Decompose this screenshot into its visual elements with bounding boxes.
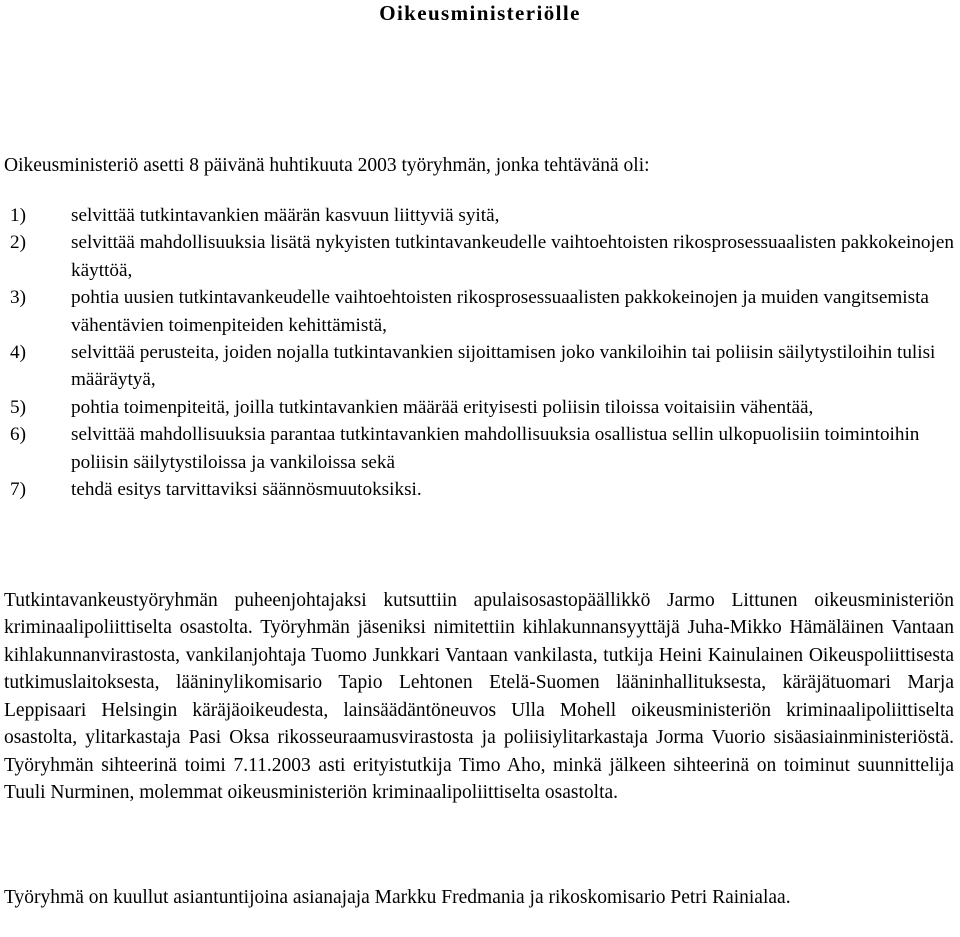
document-title: Oikeusministeriölle	[379, 1, 581, 25]
list-item	[10, 202, 956, 229]
list-item	[10, 394, 956, 421]
list-item	[10, 421, 956, 476]
list-item-number: 2)	[10, 232, 26, 254]
list-item	[10, 339, 956, 394]
list-item	[10, 284, 956, 339]
list-item	[10, 476, 956, 503]
list-item-text: selvittää mahdollisuuksia lisätä nykyisten tutkintavankeudelle vaihtoehtoisten rikosprosessuaalisten pakkokeinojen käyttöä,	[71, 232, 954, 281]
list-item-text: selvittää tutkintavankien määrän kasvuun liittyviä syitä,	[71, 205, 500, 226]
list-item-text: pohtia uusien tutkintavankeudelle vaihtoehtoisten rikosprosessuaalisten pakkokeinojen ja muiden vangitsemista vähentävien toimenpiteiden kehittämistä,	[71, 287, 929, 336]
intro-paragraph: Oikeusministeriö asetti 8 päivänä huhtikuuta 2003 työryhmän, jonka tehtävänä oli:	[4, 155, 650, 176]
experts-paragraph: Työryhmä on kuullut asiantuntijoina asianajaja Markku Fredmania ja rikoskomisario Petri Rainialaa.	[4, 887, 791, 908]
list-item-number: 4)	[10, 342, 26, 364]
task-list	[10, 202, 956, 503]
list-item-number: 6)	[10, 424, 26, 446]
list-item-number: 3)	[10, 287, 26, 309]
list-item-number: 5)	[10, 396, 26, 418]
list-item	[10, 229, 956, 284]
list-item-text: selvittää perusteita, joiden nojalla tutkintavankien sijoittamisen joko vankiloihin tai poliisin säilytystiloihin tulisi määräytyä,	[71, 342, 936, 391]
list-item-text: selvittää mahdollisuuksia parantaa tutkintavankien mahdollisuuksia osallistua sellin ulkopuolisiin toimintoihin poliisin säilytystiloissa ja vankiloissa sekä	[71, 424, 920, 473]
members-paragraph: Tutkintavankeustyöryhmän puheenjohtajaksi kutsuttiin apulaisosastopäällikkö Jarmo Littunen oikeusministeriön kriminaalipoliittiselta osastolta. Työryhmän jäseniksi nimitettiin kihlakunnansyyttäjä Juha-Mikko Hämäläinen Vantaan kihlakunnanvirastosta, vankilanjohtaja Tuomo Junkkari Vantaan vankilasta, tutkija Heini Kainulainen Oikeuspoliittisesta tutkimuslaitoksesta, lääninylikomisario Tapio Lehtonen Etelä-Suomen lääninhallituksesta, käräjätuomari Marja Leppisaari Helsingin käräjäoikeudesta, lainsäädäntöneuvos Ulla Mohell oikeusministeriön kriminaalipoliittiselta osastolta, ylitarkastaja Pasi Oksa rikosseuraamusvirastosta ja poliisiylitarkastaja Jorma Vuorio sisäasiainministeriöstä. Työryhmän sihteerinä toimi 7.11.2003 asti erityistutkija Timo Aho, minkä jälkeen sihteerinä on toiminut suunnittelija Tuuli Nurminen, molemmat oikeusministeriön kriminaalipoliittiselta osastolta.	[4, 590, 954, 804]
list-item-text: tehdä esitys tarvittaviksi säännösmuutoksiksi.	[71, 479, 422, 501]
list-item-number: 1)	[10, 205, 26, 226]
list-item-number: 7)	[10, 479, 26, 501]
list-item-text: pohtia toimenpiteitä, joilla tutkintavankien määrää erityisesti poliisin tiloissa voitaisiin vähentää,	[71, 396, 814, 418]
